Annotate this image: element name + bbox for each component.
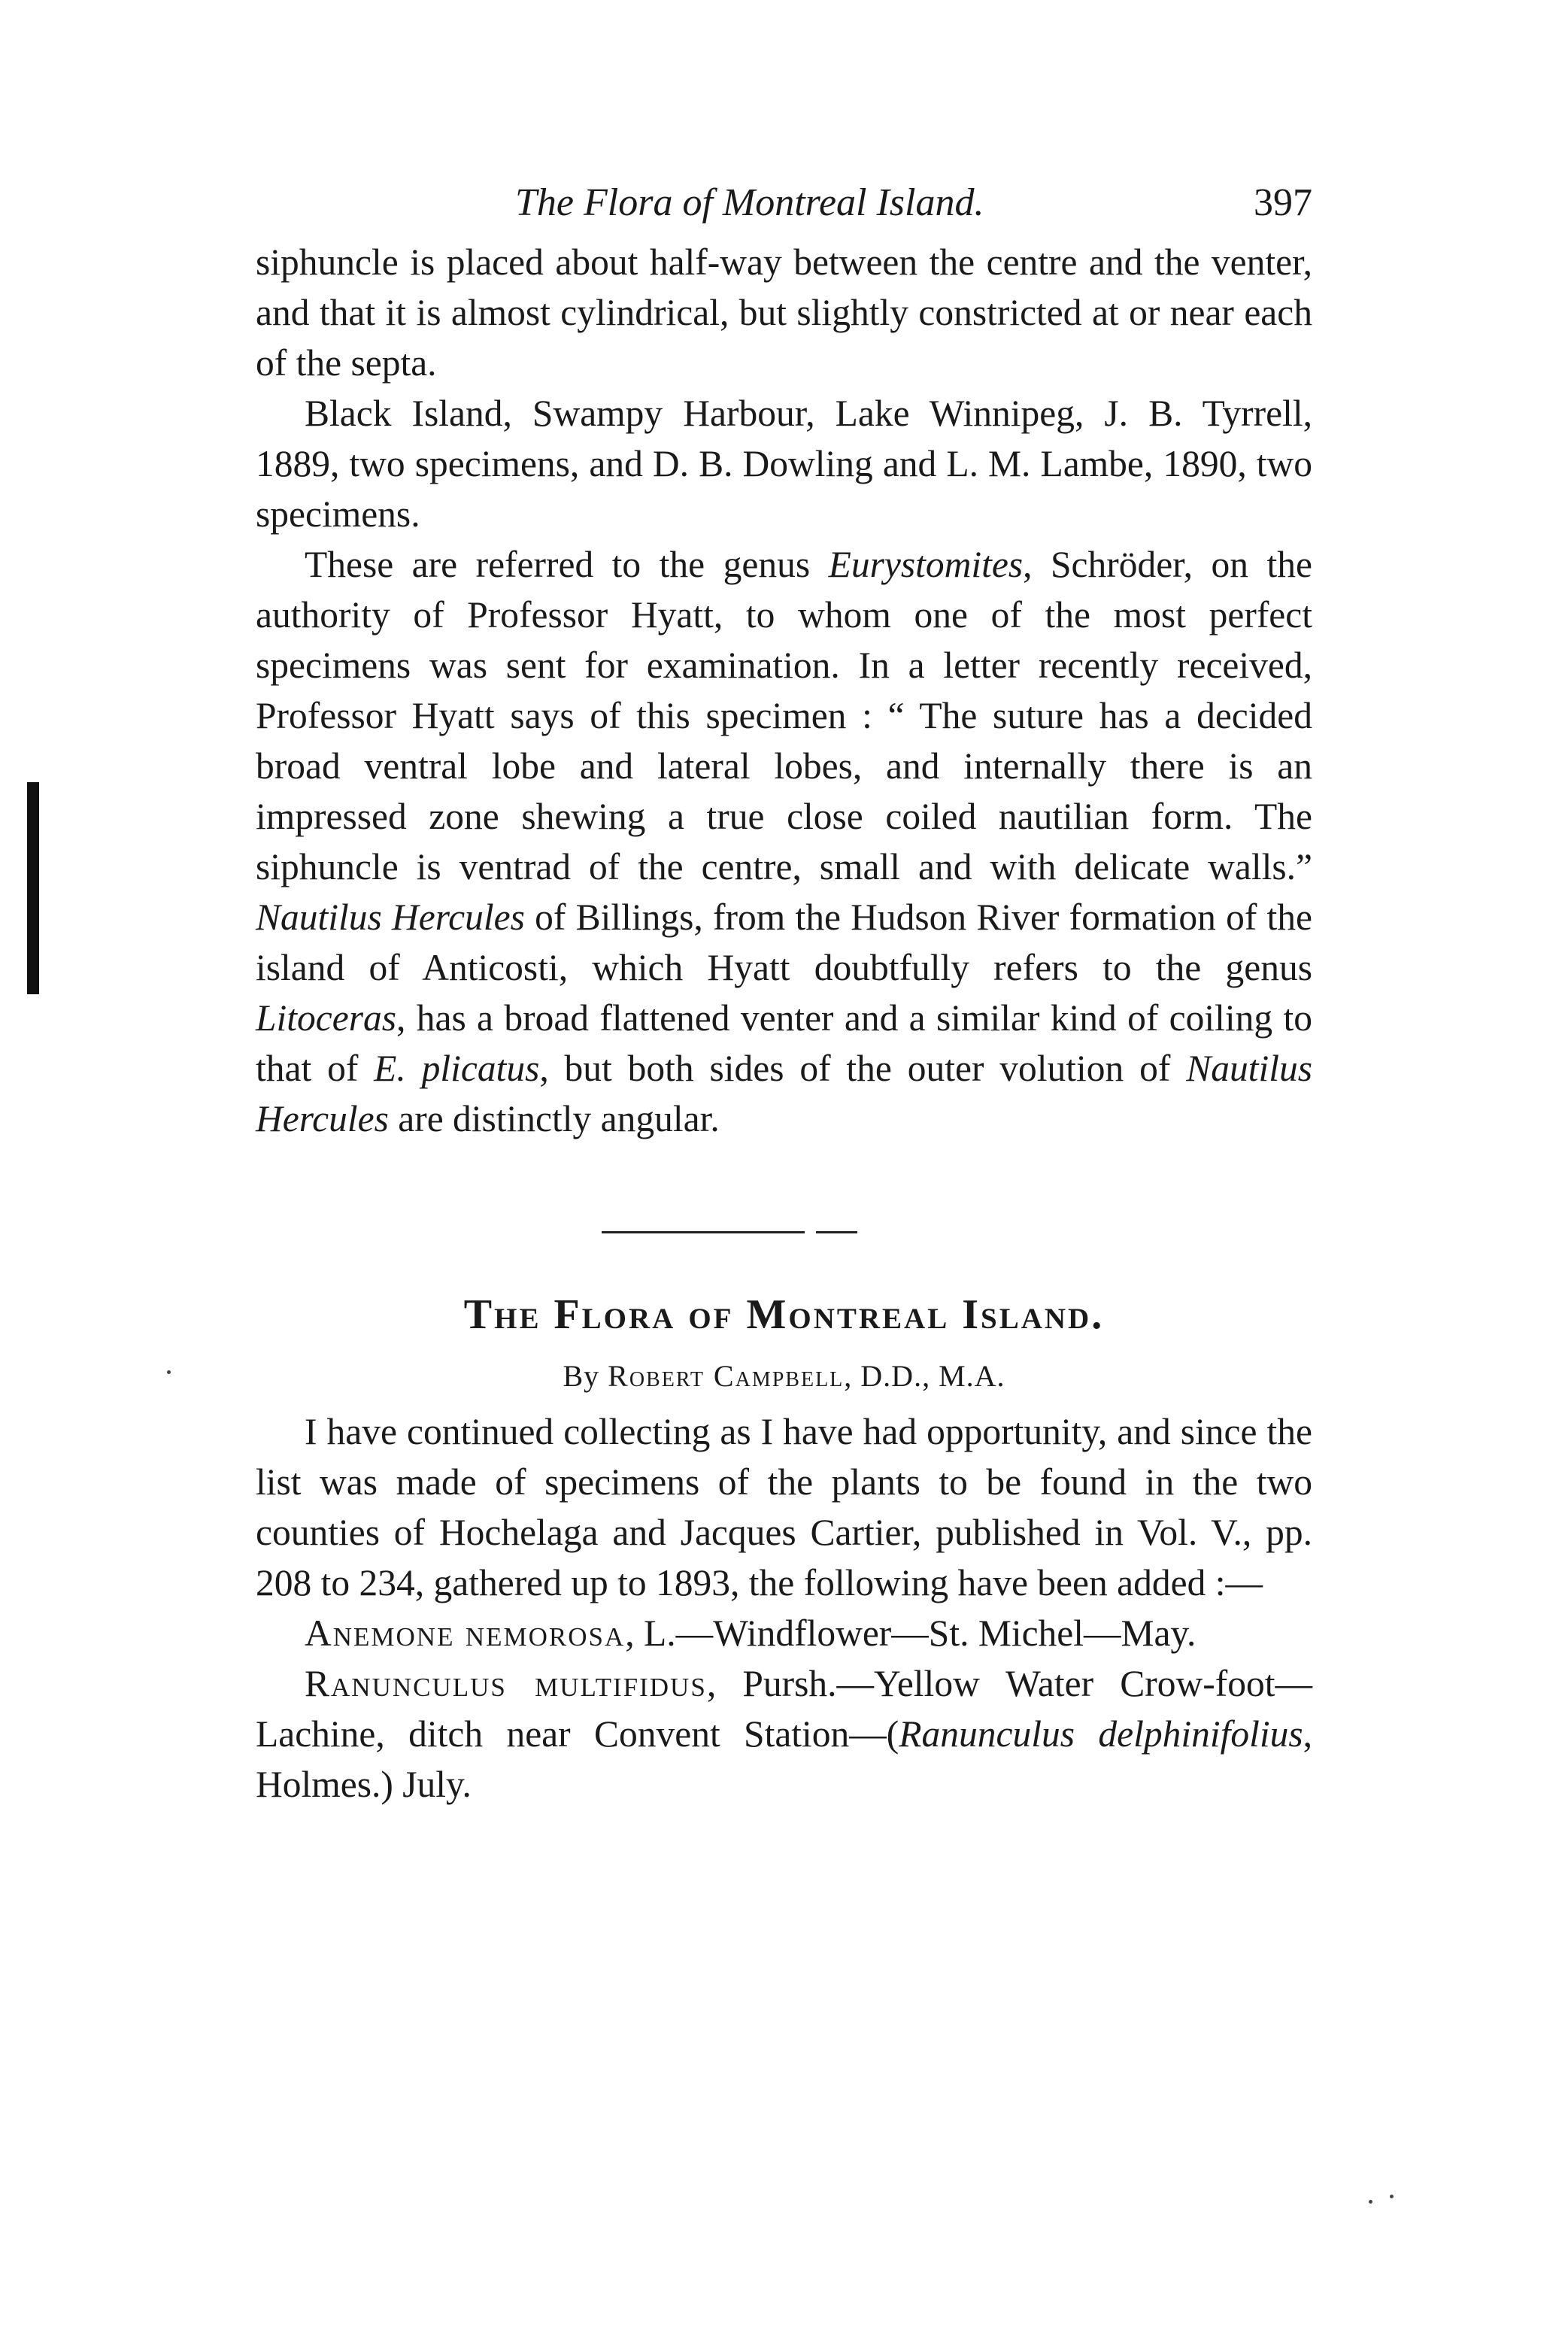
paragraph-discussion: These are referred to the genus Eurystomites, Schröder, on the authority of Professor Hyatt, to whom one of the most perfect specimens was sent for examination. In a letter recently received, Professor Hyatt says of this specimen : “ The suture has a decided broad ventral lobe and lateral lobes, and internally there is an impressed zone shewing a true close coiled nautilian form. The siphuncle is ventrad of the centre, small and with delicate walls.” Nautilus Hercules of Billings, from the Hudson River formation of the island of Anticosti, which Hyatt doubtfully refers to the genus Litoceras, has a broad flattened venter and a similar kind of coiling to that of E. plicatus, but both sides of the outer volution of Nautilus Hercules are distinctly angular.	[256, 544, 1313, 1139]
running-title: The Flora of Montreal Island.	[515, 181, 984, 224]
species-name: Nautilus Hercules	[256, 896, 525, 938]
article-title: The Flora of Montreal Island.	[463, 1291, 1105, 1338]
species-name: E. plicatus	[374, 1048, 540, 1089]
genus-name: Litoceras	[256, 997, 397, 1039]
species-name: Ranunculus multifidus	[305, 1663, 707, 1704]
speck	[1369, 2200, 1372, 2204]
page-number: 397	[1254, 181, 1312, 224]
divider-rule	[602, 1231, 805, 1233]
species-name: Nautilus Hercules	[256, 1048, 1312, 1139]
speck	[167, 1370, 171, 1374]
species-entry: Anemone nemorosa, L.—Windflower—St. Michel—May.	[305, 1612, 1196, 1654]
species-entry: Ranunculus multifidus, Pursh.—Yellow Water Crow-foot—Lachine, ditch near Convent Station—(Ranunculus delphinifolius, Holmes.) July.	[256, 1663, 1312, 1805]
section-divider	[256, 1144, 1312, 1279]
margin-mark	[27, 782, 39, 994]
synonym-name: Ranunculus delphinifolius	[899, 1713, 1303, 1755]
page-column	[256, 169, 1312, 1810]
divider-rule	[816, 1231, 857, 1233]
paragraph-continued: siphuncle is placed about half-way between the centre and the venter, and that it is almost cylindrical, but slightly constricted at or near each of the septa.	[256, 241, 1312, 384]
speck	[1390, 2195, 1394, 2198]
author-name: Robert Campbell	[608, 1359, 845, 1393]
species-name: Anemone nemorosa	[305, 1612, 626, 1654]
running-header	[256, 169, 1312, 237]
paragraph-locality: Black Island, Swampy Harbour, Lake Winnipeg, J. B. Tyrrell, 1889, two specimens, and D. B. Dowling and L. M. Lambe, 1890, two specimens.	[256, 393, 1312, 535]
paragraph-intro: I have continued collecting as I have had opportunity, and since the list was made of specimens of the plants to be found in the two counties of Hochelaga and Jacques Cartier, published in Vol. V., pp. 208 to 234, gathered up to 1893, the following have been added :—	[256, 1411, 1312, 1603]
genus-name: Eurystomites	[828, 544, 1024, 585]
byline: By Robert Campbell, D.D., M.A.	[563, 1359, 1005, 1393]
